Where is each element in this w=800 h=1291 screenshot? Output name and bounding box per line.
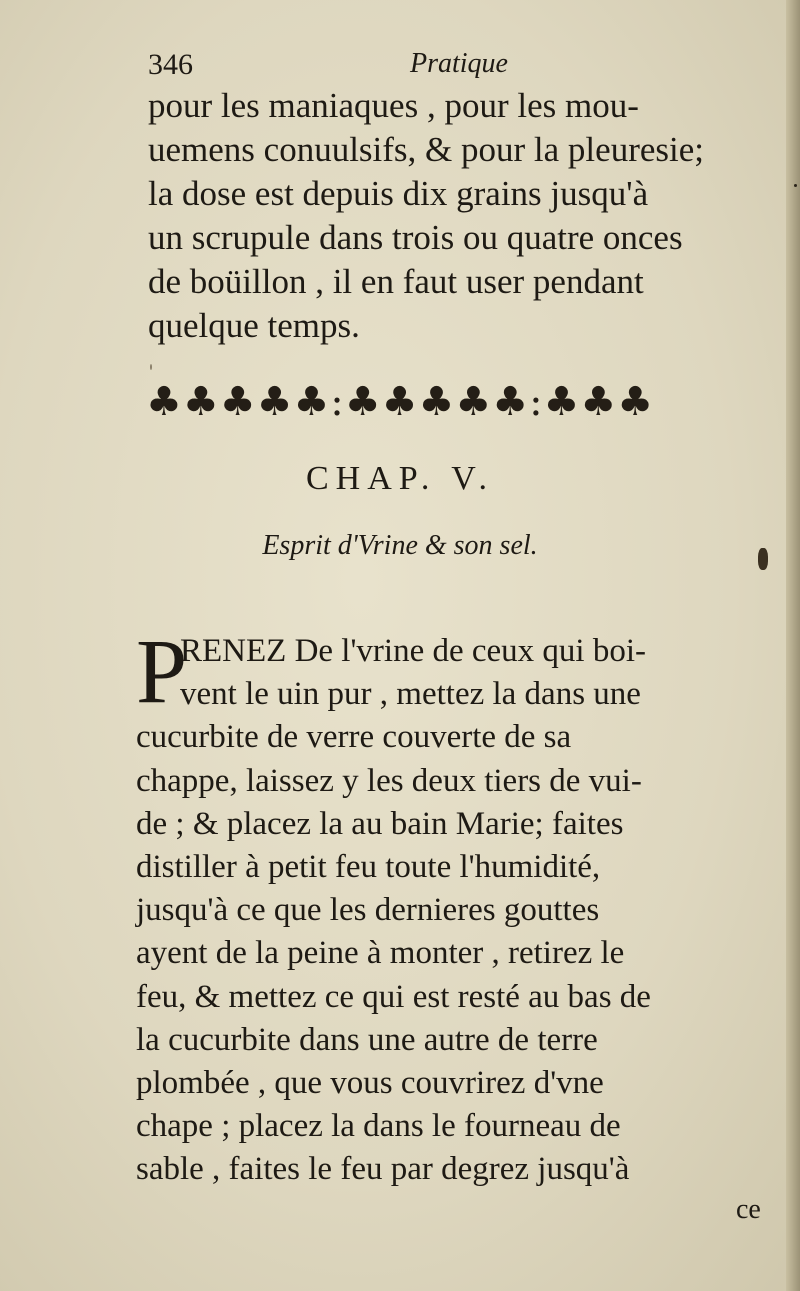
paragraph-continued [148,84,768,348]
page-edge [786,0,800,1291]
decorative-ornament-band: ♣♣♣♣♣:♣♣♣♣♣:♣♣♣ [146,379,655,425]
page-header [148,44,768,84]
chapter-paragraph [136,620,776,1192]
text-line: cucurbite de verre couverte de sa [136,719,572,756]
text-line: RENEZ De l'vrine de ceux qui boi- [180,633,646,669]
text-line: distiller à petit feu toute l'humidité, [136,849,601,886]
text-line: la dose est depuis dix grains jusqu'à [148,174,649,213]
text-line: feu, & mettez ce qui est resté au bas de [136,978,651,1015]
text-line: de ; & placez la au bain Marie; faites [136,805,624,842]
text-line: chape ; placez la dans le fourneau de [136,1108,621,1145]
running-title: Pratique [410,48,508,79]
text-line: chappe, laissez y les deux tiers de vui- [136,762,642,799]
text-line: la cucurbite dans une autre de terre [136,1021,598,1058]
chapter-heading: CHAP. V. [306,460,494,497]
text-line: quelque temps. [148,306,360,345]
text-line: plombée , que vous couvrirez d'vne [136,1065,604,1102]
text-line: un scrupule dans trois ou quatre onces [148,218,683,257]
ink-speck [758,548,768,570]
chapter-subtitle: Esprit d'Vrine & son sel. [262,530,538,561]
text-line: sable , faites le feu par degrez jusqu'à [136,1151,630,1188]
text-line: uemens conuulsifs, & pour la pleuresie; [148,130,704,169]
text-line: pour les maniaques , pour les mou- [148,86,639,125]
page-number: 346 [148,48,193,81]
ink-speck [150,364,152,370]
text-line: de boüillon , il en faut user pendant [148,262,644,301]
ink-speck [794,184,797,187]
text-line: vent le uin pur , mettez la dans une [180,676,641,713]
text-line: jusqu'à ce que les dernieres gouttes [136,892,600,929]
text-line: ayent de la peine à monter , retirez le [136,935,625,972]
catchword: ce [736,1194,761,1225]
drop-cap: P [136,620,188,722]
